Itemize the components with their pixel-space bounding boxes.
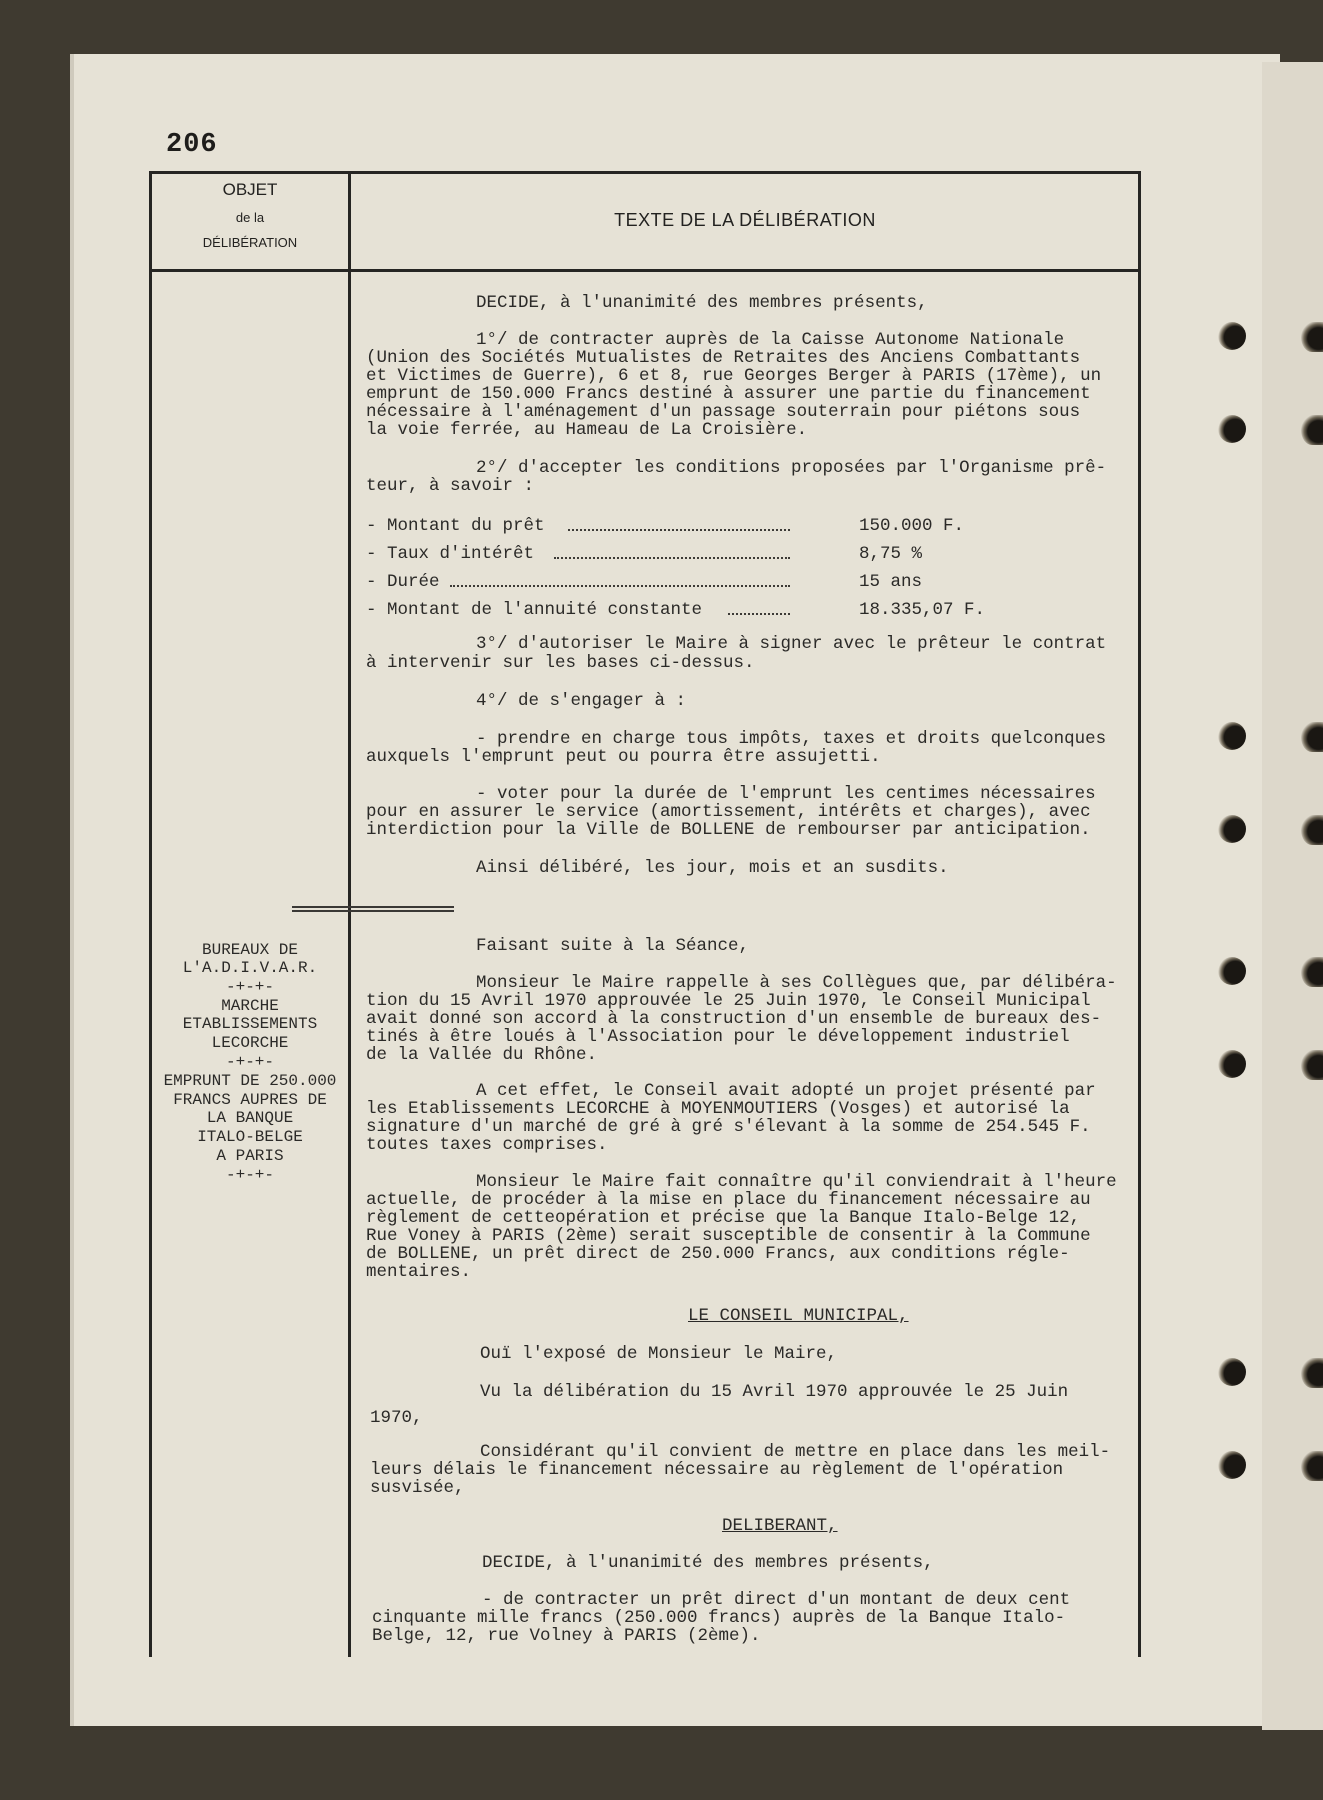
binder-hole [1301, 722, 1323, 752]
condition-label: - Durée [366, 572, 440, 592]
condition-value: 8,75 % [859, 544, 923, 564]
header-rule [150, 269, 1140, 272]
binder-hole [1301, 815, 1323, 845]
leader-dots [450, 585, 790, 587]
body-line: Monsieur le Maire rappelle à ses Collègues que, par délibéra- [476, 973, 1117, 993]
section-separator [292, 906, 454, 912]
body-line: 4°/ de s'engager à : [476, 691, 687, 711]
leader-dots [568, 529, 790, 531]
body-line: interdiction pour la Ville de BOLLENE de rembourser par anticipation. [366, 820, 1091, 840]
body-line: 3°/ d'autoriser le Maire à signer avec le prêteur le contrat [476, 634, 1107, 654]
body-line: Rue Voney à PARIS (2ème) serait susceptible de consentir à la Commune [366, 1226, 1091, 1246]
body-line: - voter pour la durée de l'emprunt les centimes nécessaires [476, 784, 1096, 804]
binder-hole [1301, 415, 1323, 445]
binder-hole [1218, 1451, 1246, 1479]
leader-dots [728, 613, 790, 615]
column-divider [348, 171, 351, 1657]
body-line: tinés à être loués à l'Association pour le développement industriel [366, 1027, 1070, 1047]
body-line: la voie ferrée, au Hameau de La Croisière. [366, 420, 808, 440]
body-line: pour en assurer le service (amortissement, intérêts et charges), avec [366, 802, 1091, 822]
table-top-border [150, 171, 1140, 174]
body-line: DECIDE, à l'unanimité des membres présents, [482, 1553, 934, 1573]
body-line: Vu la délibération du 15 Avril 1970 approuvée le 25 Juin [480, 1382, 1069, 1402]
body-line: mentaires. [366, 1262, 472, 1282]
object-line: BUREAUX DE [201, 941, 298, 959]
body-line: A cet effet, le Conseil avait adopté un projet présenté par [476, 1081, 1096, 1101]
body-line: et Victimes de Guerre), 6 et 8, rue Georges Berger à PARIS (17ème), un [366, 366, 1102, 386]
body-line: Considérant qu'il convient de mettre en place dans les meil- [480, 1442, 1111, 1462]
binder-hole [1301, 957, 1323, 987]
object-line: EMPRUNT DE 250.000 [163, 1072, 337, 1090]
binder-hole [1218, 815, 1246, 843]
body-line: signature d'un marché de gré à gré s'élevant à la somme de 254.545 F. [366, 1117, 1091, 1137]
deliberant-heading: DELIBERANT, [722, 1516, 838, 1536]
condition-row [366, 544, 966, 564]
condition-row [366, 516, 966, 536]
object-line: ETABLISSEMENTS [182, 1015, 318, 1033]
body-line: toutes taxes comprises. [366, 1135, 608, 1155]
body-line: leurs délais le financement nécessaire au règlement de l'opération [370, 1460, 1064, 1480]
condition-value: 18.335,07 F. [859, 600, 986, 620]
binder-hole [1218, 415, 1246, 443]
body-line: 1970, [370, 1408, 423, 1428]
body-line: de BOLLENE, un prêt direct de 250.000 Francs, aux conditions régle- [366, 1244, 1070, 1264]
body-line: susvisée, [370, 1478, 465, 1498]
condition-label: - Montant du prêt [366, 516, 545, 536]
body-line: teur, à savoir : [366, 476, 535, 496]
condition-row [366, 572, 966, 592]
body-line: (Union des Sociétés Mutualistes de Retraites des Anciens Combattants [366, 348, 1081, 368]
body-line: Belge, 12, rue Volney à PARIS (2ème). [372, 1626, 761, 1646]
body-line: Ainsi délibéré, les jour, mois et an susdits. [476, 858, 949, 878]
body-line: tion du 15 Avril 1970 approuvée le 25 Juin 1970, le Conseil Municipal [366, 991, 1091, 1011]
body-line: auxquels l'emprunt peut ou pourra être assujetti. [366, 747, 881, 767]
object-line: FRANCS AUPRES DE [173, 1091, 327, 1109]
body-line: règlement de cetteopération et précise que la Banque Italo-Belge 12, [366, 1208, 1081, 1228]
body-line: nécessaire à l'aménagement d'un passage souterrain pour piétons sous [366, 402, 1081, 422]
body-line: actuelle, de procéder à la mise en place du financement nécessaire au [366, 1190, 1091, 1210]
body-line: 2°/ d'accepter les conditions proposées par l'Organisme prê- [476, 458, 1107, 478]
binder-hole [1218, 722, 1246, 750]
binder-hole [1218, 322, 1246, 350]
object-line: A PARIS [216, 1147, 284, 1165]
condition-value: 15 ans [859, 572, 923, 592]
condition-value: 150.000 F. [859, 516, 965, 536]
object-divider: -+-+- [225, 1166, 274, 1184]
body-line: cinquante mille francs (250.000 francs) auprès de la Banque Italo- [372, 1608, 1066, 1628]
body-line: Monsieur le Maire fait connaître qu'il conviendrait à l'heure [476, 1172, 1117, 1192]
binder-hole [1218, 1050, 1246, 1078]
body-line: Faisant suite à la Séance, [476, 936, 750, 956]
binder-hole [1301, 1358, 1323, 1388]
body-line: - prendre en charge tous impôts, taxes et droits quelconques [476, 729, 1107, 749]
binder-hole [1301, 1050, 1323, 1080]
leader-dots [554, 557, 790, 559]
condition-label: - Taux d'intérêt [366, 544, 535, 564]
body-line: les Etablissements LECORCHE à MOYENMOUTIERS (Vosges) et autorisé la [366, 1099, 1070, 1119]
body-line: emprunt de 150.000 Francs destiné à assurer une partie du financement [366, 384, 1091, 404]
binder-hole [1218, 1358, 1246, 1386]
object-divider: -+-+- [225, 978, 274, 996]
body-line: de la Vallée du Rhône. [366, 1045, 598, 1065]
body-line: 1°/ de contracter auprès de la Caisse Autonome Nationale [476, 330, 1065, 350]
body-line: DECIDE, à l'unanimité des membres présents, [476, 293, 928, 313]
page-number: 206 [166, 130, 218, 160]
object-line: LECORCHE [211, 1034, 289, 1052]
object-line: LA BANQUE [206, 1109, 294, 1127]
object-line: L'A.D.I.V.A.R. [182, 959, 318, 977]
header-objet-label: OBJET [222, 180, 278, 199]
right-column-border [1138, 171, 1141, 1657]
object-divider: -+-+- [225, 1053, 274, 1071]
object-line: MARCHE [221, 997, 279, 1015]
binder-hole [1301, 322, 1323, 352]
header-de-la-label: de la [235, 210, 265, 225]
body-line: avait donné son accord à la construction d'un ensemble de bureaux des- [366, 1009, 1102, 1029]
header-texte: TEXTE DE LA DÉLIBÉRATION [614, 210, 876, 230]
council-heading: LE CONSEIL MUNICIPAL, [688, 1306, 909, 1326]
condition-row [366, 600, 986, 620]
body-line: à intervenir sur les bases ci-dessus. [366, 653, 755, 673]
object-line: ITALO-BELGE [197, 1128, 303, 1146]
left-column-border [149, 171, 152, 1657]
header-objet [152, 180, 348, 250]
binder-hole [1218, 957, 1246, 985]
header-deliberation-label: DÉLIBÉRATION [202, 235, 298, 250]
condition-label: - Montant de l'annuité constante [366, 600, 703, 620]
body-line: - de contracter un prêt direct d'un montant de deux cent [482, 1590, 1071, 1610]
binder-hole [1301, 1451, 1323, 1481]
body-line: Ouï l'exposé de Monsieur le Maire, [480, 1344, 838, 1364]
